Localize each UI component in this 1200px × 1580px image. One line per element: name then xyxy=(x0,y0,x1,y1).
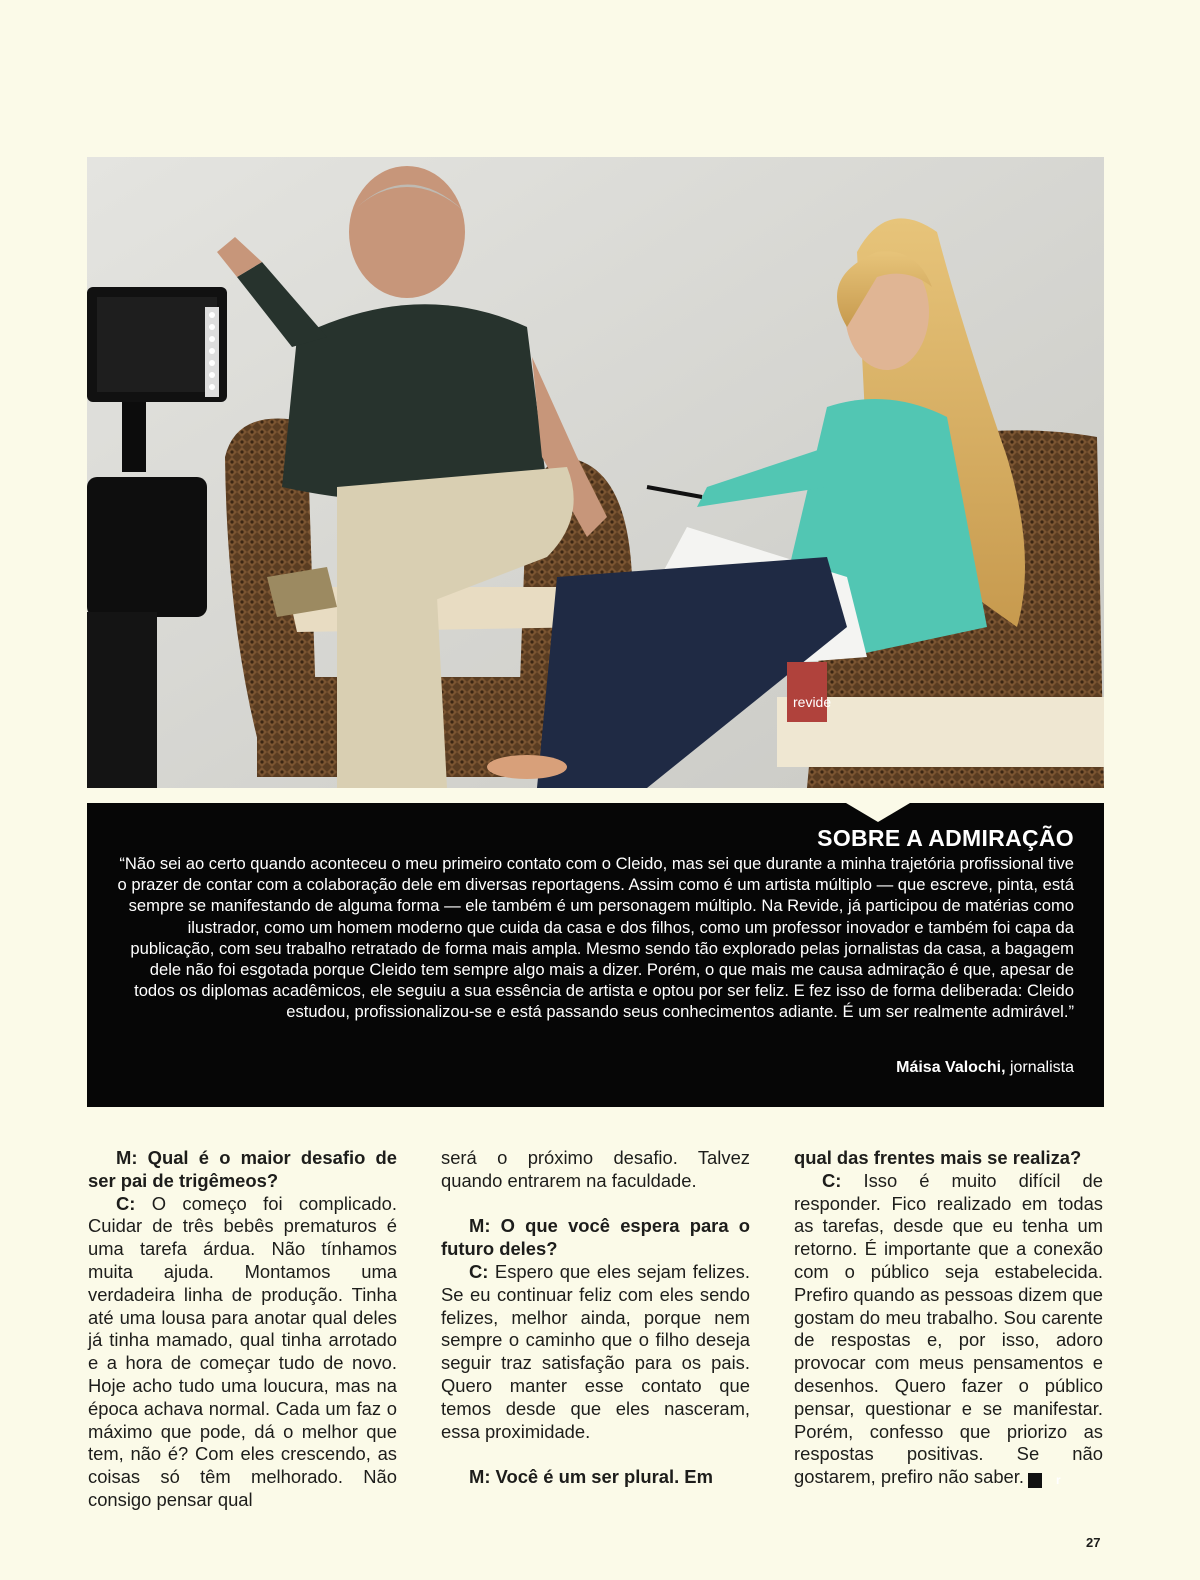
interview-photo-illustration xyxy=(87,157,1104,788)
answer-1-part-1 xyxy=(88,1193,397,1512)
answer-1-text-part-1: O começo foi complicado. Cuidar de três bebês prematuros é uma tarefa árdua. Não tínhamos muita ajuda. Montamos uma verdadeira linha de produção. Tinha até uma lousa para anotar qual deles já tinha mamado, qual tinha arrotado e a hora de começar tudo de novo. Hoje acho tudo uma loucura, mas na época achava normal. Cada um faz o máximo que pode, dá o melhor que tem, não é? Com eles crescendo, as coisas só têm melhorado. Não consigo pensar qual xyxy=(88,1192,397,1510)
text-column-3 xyxy=(794,1147,1103,1489)
question-3-part-1: M: Você é um ser plural. Em xyxy=(469,1466,713,1488)
quote-author: Máisa Valochi, xyxy=(896,1059,1006,1076)
interview-photo xyxy=(87,157,1104,788)
answer-3 xyxy=(794,1170,1103,1489)
answer-2-text: Espero que eles sejam felizes. Se eu continuar feliz com eles sendo felizes, melhor ainda, porque nem sempre o caminho que o filho deseja seguir traz satisfação para os pais. Quero manter esse contato que temos desde que eles nasceram, essa proximidade. xyxy=(441,1260,750,1442)
sidebar-quote-box xyxy=(87,803,1104,1107)
quote-box-signature xyxy=(896,1059,1074,1077)
quote-box-text: “Não sei ao certo quando aconteceu o meu primeiro contato com o Cleido, mas sei que durante a minha trajetória profissional tive o prazer de contar com a colaboração dele em diversas reportagens. Assim como é um artista múltiplo — que escreve, pinta, está sempre se manifestando de alguma forma — ele também é um personagem múltiplo. Na Revide, já participou de matérias como ilustrador, como um homem moderno que cuida da casa e dos filhos, como um professor inovador e também foi capa da publicação, com seu trabalho retratado de forma mais ampla. Mesmo sendo tão explorado pelas jornalistas da casa, a bagagem dele não foi esgotada porque Cleido tem sempre algo mais a dizer. Porém, o que mais me causa admiração é que, apesar de todos os diplomas acadêmicos, ele seguiu a sua essência de artista e optou por ser feliz. E fez isso de forma deliberada: Cleido estudou, profissionalizou-se e está passando seus conhecimentos adiante. É um ser realmente admirável.” xyxy=(117,854,1074,1022)
answer-3-text: Isso é muito difícil de responder. Fico realizado em todas as tarefas, desde que eu tenha um retorno. É importante que a conexão com o público seja estabelecida. Prefiro quando as pessoas dizem que gostam do meu trabalho. Sou carente de respostas e, por isso, adoro provocar com meus pensamentos e desenhos. Quero fazer o público pensar, questionar e se manifestar. Porém, confesso que priorizo as respostas positivas. Se não gostarem, prefiro não saber. xyxy=(794,1169,1103,1488)
text-column-2 xyxy=(441,1147,750,1489)
question-3-part-2: qual das frentes mais se realiza? xyxy=(794,1147,1082,1168)
end-mark-icon: r xyxy=(1028,1473,1042,1488)
quote-author-role: jornalista xyxy=(1005,1059,1074,1076)
quote-box-notch xyxy=(846,803,910,822)
text-column-1 xyxy=(88,1147,397,1512)
question-1: M: Qual é o maior desafio de ser pai de trigêmeos? xyxy=(88,1147,397,1191)
answer-1-speaker: C: xyxy=(116,1192,136,1214)
answer-2 xyxy=(441,1261,750,1443)
answer-2-speaker: C: xyxy=(469,1260,489,1282)
page-number: 27 xyxy=(1086,1535,1101,1550)
answer-1-part-2: será o próximo desafio. Talvez quando entrarem na faculdade. xyxy=(441,1147,750,1191)
question-2: M: O que você espera para o futuro deles? xyxy=(441,1215,750,1260)
answer-3-speaker: C: xyxy=(822,1169,842,1191)
magazine-cover-label: revide xyxy=(793,694,832,710)
quote-box-title: SOBRE A ADMIRAÇÃO xyxy=(817,825,1074,851)
